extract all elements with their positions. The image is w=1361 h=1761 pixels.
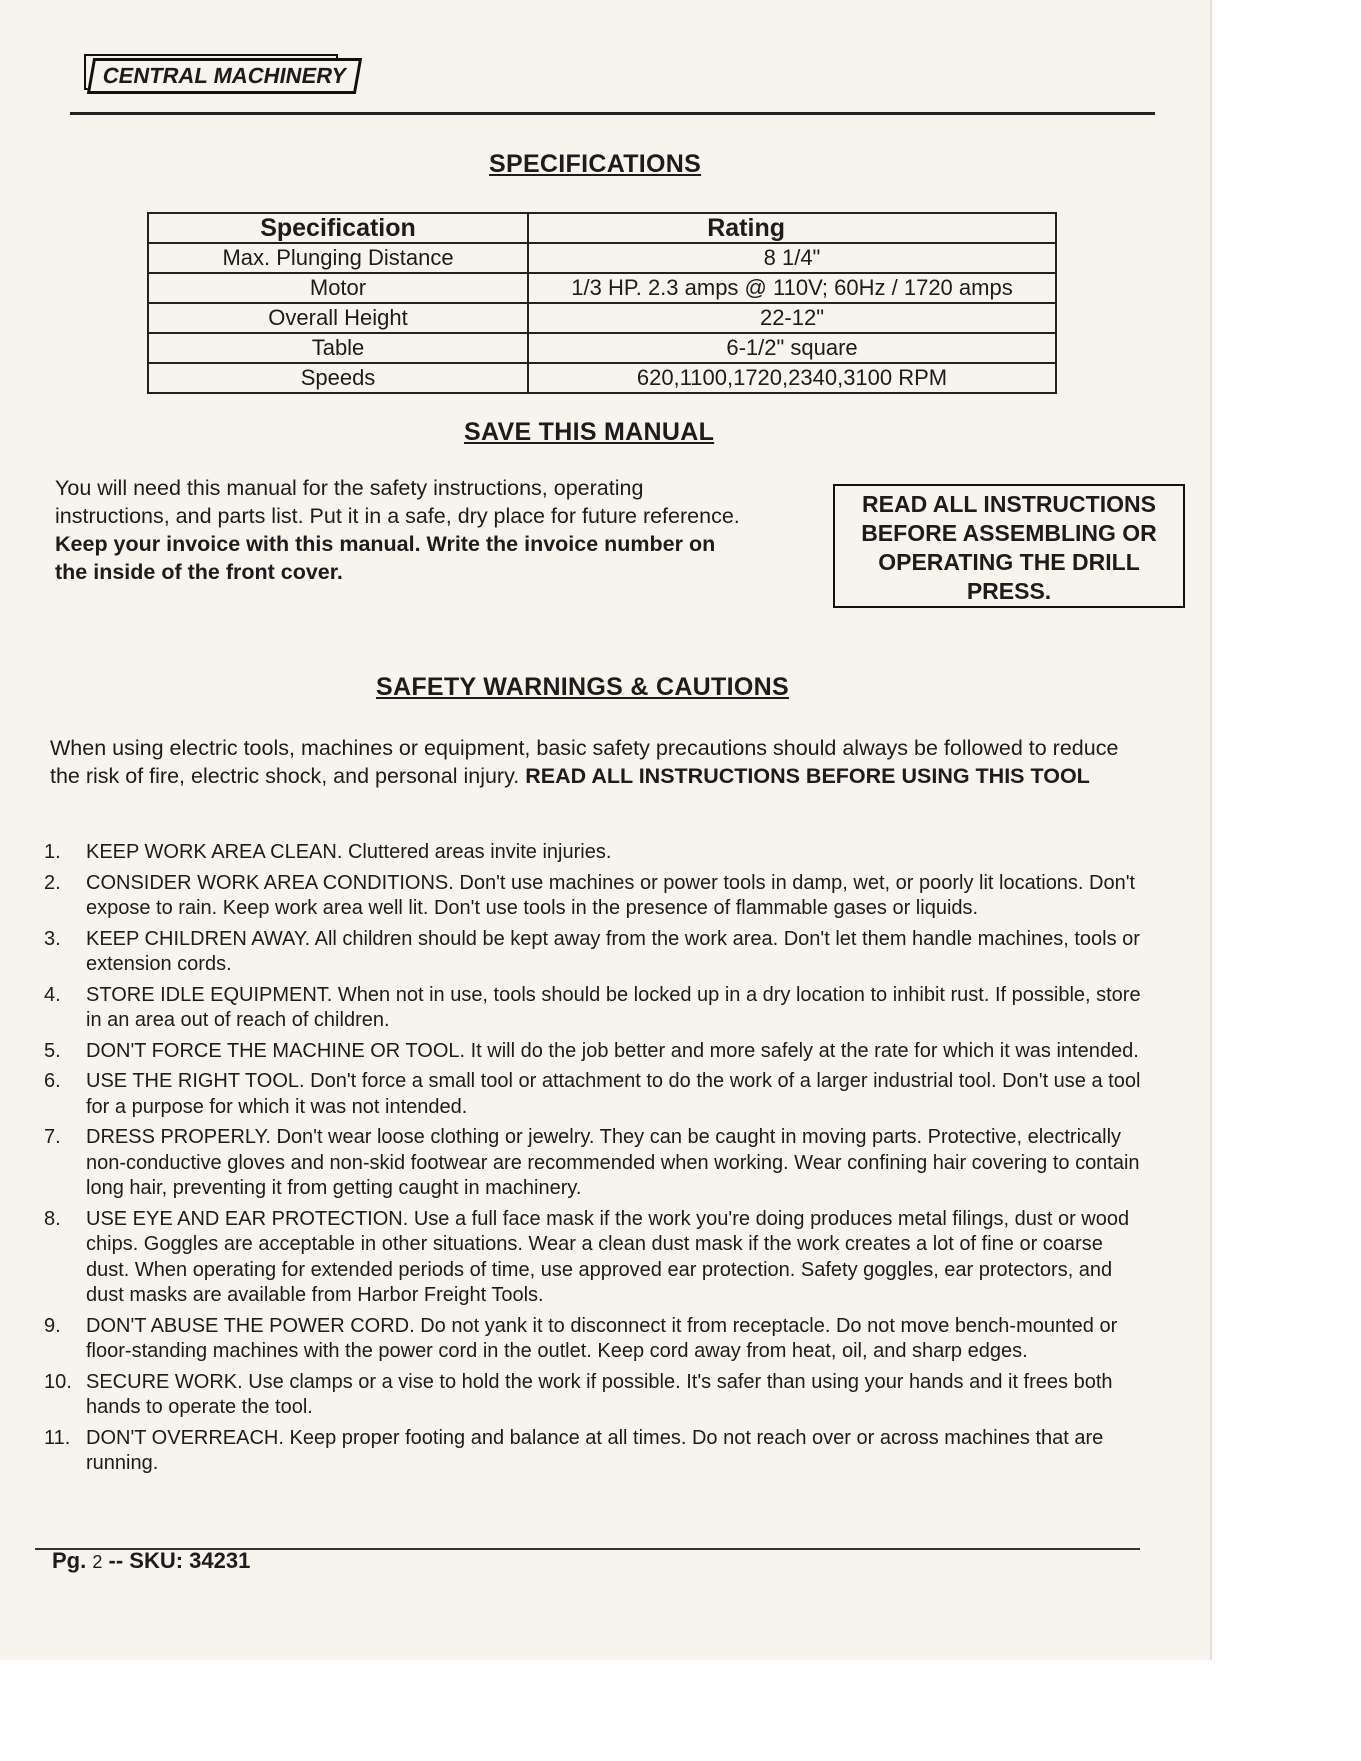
callout-line: READ ALL INSTRUCTIONS bbox=[862, 491, 1156, 517]
list-item bbox=[40, 1370, 1145, 1421]
safety-intro-bold: READ ALL INSTRUCTIONS BEFORE USING THIS TOOL bbox=[525, 764, 1090, 788]
table-header-rating: Rating bbox=[528, 213, 1056, 243]
save-manual-paragraph bbox=[55, 474, 745, 586]
safety-warnings-list bbox=[40, 840, 1145, 1482]
item-number: 2. bbox=[44, 871, 61, 894]
spec-name: Overall Height bbox=[148, 303, 528, 333]
specifications-title: SPECIFICATIONS bbox=[489, 150, 702, 178]
table-header-row bbox=[148, 213, 1056, 243]
spec-rating: 22-12" bbox=[528, 303, 1056, 333]
table-row bbox=[148, 363, 1056, 393]
item-text: DON'T FORCE THE MACHINE OR TOOL. It will do the job better and more safely at the rate for which it was intended. bbox=[86, 1039, 1139, 1062]
list-item bbox=[40, 1426, 1145, 1477]
safety-intro-text: When using electric tools, machines or equipment, basic safety precautions should always be followed to reduce the risk of fire, electric shock, and personal injury. bbox=[50, 736, 1119, 788]
item-number: 3. bbox=[44, 927, 61, 950]
spec-rating: 1/3 HP. 2.3 amps @ 110V; 60Hz / 1720 amps bbox=[528, 273, 1056, 303]
item-text: CONSIDER WORK AREA CONDITIONS. Don't use machines or power tools in damp, wet, or poorly lit locations. Don't expose to rain. Keep work area well lit. Don't use tools in the presence of flammable gases or liquids. bbox=[86, 871, 1136, 919]
item-number: 8. bbox=[44, 1207, 61, 1230]
list-item bbox=[40, 1039, 1145, 1065]
spec-rating: 8 1/4" bbox=[528, 243, 1056, 273]
item-text: USE THE RIGHT TOOL. Don't force a small tool or attachment to do the work of a larger industrial tool. Don't use a tool for a purpose for which it was not intended. bbox=[86, 1070, 1141, 1118]
item-text: DRESS PROPERLY. Don't wear loose clothing or jewelry. They can be caught in moving parts. Protective, electrically non-conductive gloves and non-skid footwear are recommended when working. Wear confining hair covering to contain long hair, preventing it from getting caught in machinery. bbox=[86, 1126, 1140, 1199]
save-manual-title: SAVE THIS MANUAL bbox=[464, 418, 715, 446]
spec-name: Motor bbox=[148, 273, 528, 303]
spec-rating: 6-1/2" square bbox=[528, 333, 1056, 363]
item-number: 1. bbox=[44, 841, 61, 863]
list-item bbox=[40, 1125, 1145, 1202]
specifications-table bbox=[147, 212, 1057, 394]
table-header-specification: Specification bbox=[148, 213, 528, 243]
item-text: DON'T OVERREACH. Keep proper footing and balance at all times. Do not reach over or across machines that are running. bbox=[86, 1426, 1104, 1474]
list-item bbox=[40, 840, 1145, 866]
item-text: USE EYE AND EAR PROTECTION. Use a full face mask if the work you're doing produces metal filings, dust or wood chips. Goggles are acceptable in other situations. Wear a clean dust mask if the work creates a lot of fine or coarse dust. When operating for extended periods of time, use approved ear protection. Safety goggles, ear protectors, and dust masks are available from Harbor Freight Tools. bbox=[86, 1207, 1130, 1306]
item-text: DON'T ABUSE THE POWER CORD. Do not yank it to disconnect it from receptacle. Do not move bench-mounted or floor-standing machines with the power cord in the outlet. Keep cord away from heat, oil, and sharp edges. bbox=[86, 1314, 1118, 1362]
spec-name: Speeds bbox=[148, 363, 528, 393]
item-number: 9. bbox=[44, 1314, 61, 1337]
list-item bbox=[40, 1314, 1145, 1365]
item-text: KEEP CHILDREN AWAY. All children should be kept away from the work area. Don't let them handle machines, tools or extension cords. bbox=[86, 927, 1140, 975]
save-manual-text: You will need this manual for the safety instructions, operating instructions, and parts list. Put it in a safe, dry place for future reference. bbox=[55, 476, 740, 528]
spec-name: Max. Plunging Distance bbox=[148, 243, 528, 273]
safety-warnings-title: SAFETY WARNINGS & CAUTIONS bbox=[376, 673, 789, 701]
table-row bbox=[148, 273, 1056, 303]
read-instructions-callout bbox=[833, 484, 1185, 608]
safety-intro bbox=[50, 734, 1130, 790]
item-number: 11. bbox=[44, 1426, 71, 1449]
sku-label: -- SKU: 34231 bbox=[108, 1548, 251, 1573]
table-row bbox=[148, 243, 1056, 273]
list-item bbox=[40, 1207, 1145, 1309]
spec-rating: 620,1100,1720,2340,3100 RPM bbox=[528, 363, 1056, 393]
list-item bbox=[40, 983, 1145, 1034]
list-item bbox=[40, 927, 1145, 978]
item-number: 4. bbox=[44, 983, 61, 1006]
item-text: SECURE WORK. Use clamps or a vise to hold the work if possible. It's safer than using your hands and it frees both hands to operate the tool. bbox=[86, 1370, 1113, 1418]
callout-line: BEFORE ASSEMBLING OR bbox=[861, 520, 1157, 546]
item-number: 5. bbox=[44, 1039, 61, 1062]
list-item bbox=[40, 871, 1145, 922]
item-text: STORE IDLE EQUIPMENT. When not in use, tools should be locked up in a dry location to inhibit rust. If possible, store in an area out of reach of children. bbox=[86, 983, 1141, 1031]
top-divider bbox=[70, 112, 1155, 115]
list-item bbox=[40, 1069, 1145, 1120]
item-number: 6. bbox=[44, 1070, 61, 1092]
table-row bbox=[148, 333, 1056, 363]
page-footer bbox=[52, 1548, 250, 1574]
item-number: 7. bbox=[44, 1126, 61, 1148]
table-row bbox=[148, 303, 1056, 333]
page-number: 2 bbox=[92, 1552, 103, 1572]
save-manual-bold-text: Keep your invoice with this manual. Write the invoice number on the inside of the front cover. bbox=[55, 532, 716, 584]
item-text: KEEP WORK AREA CLEAN. Cluttered areas invite injuries. bbox=[86, 841, 612, 863]
central-machinery-logo: CENTRAL MACHINERY bbox=[87, 58, 363, 94]
spec-name: Table bbox=[148, 333, 528, 363]
callout-line: OPERATING THE DRILL bbox=[878, 549, 1140, 575]
page-label: Pg. bbox=[52, 1548, 87, 1573]
callout-line: PRESS. bbox=[966, 578, 1052, 604]
item-number: 10. bbox=[44, 1370, 72, 1393]
